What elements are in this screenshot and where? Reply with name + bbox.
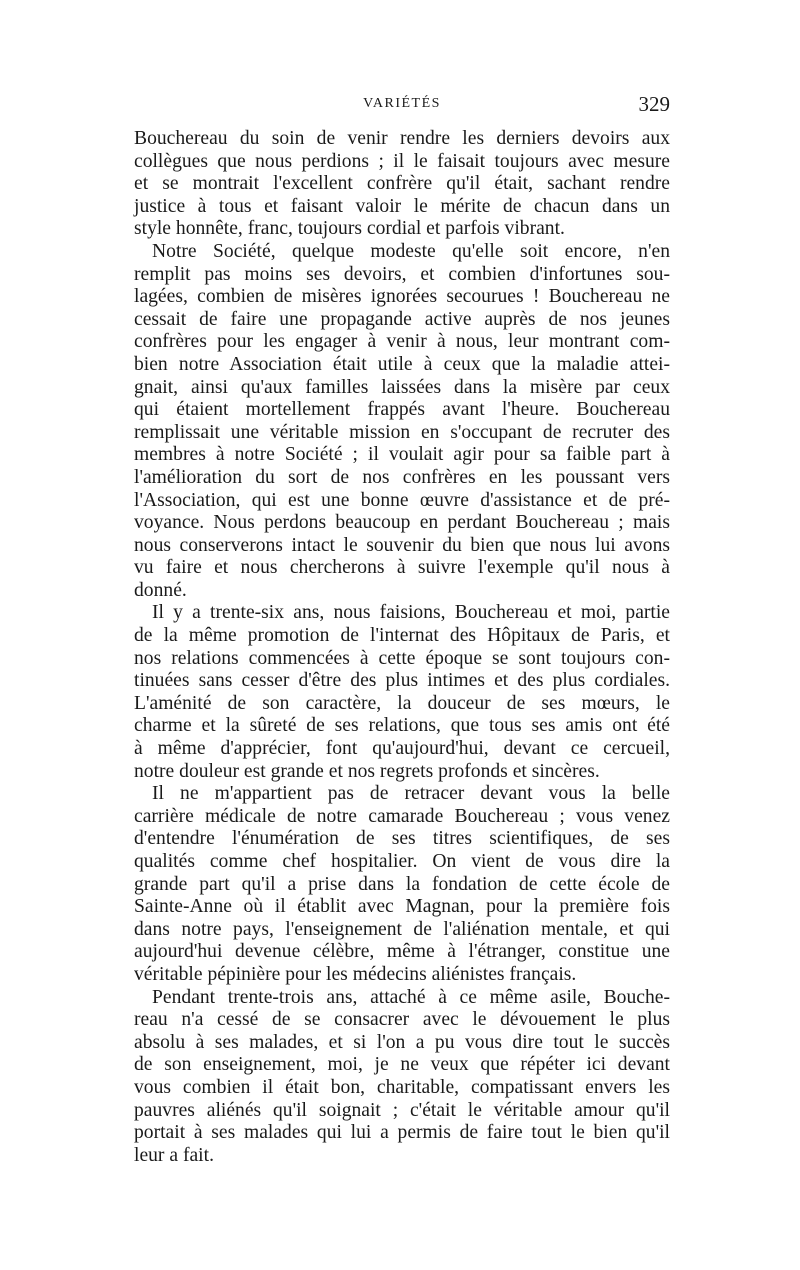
paragraph-5: [134, 987, 670, 1168]
text-line: pauvres aliénés qu'il soignait ; c'était le véritable amour qu'il: [134, 1099, 670, 1121]
text-line: de la même promotion de l'internat des Hôpitaux de Paris, et: [134, 625, 670, 647]
text-line: remplissait une véritable mission en s'occupant de recruter des: [134, 421, 670, 443]
text-line: bien notre Association était utile à ceux que la maladie attei-: [134, 353, 670, 375]
text-line: Notre Société, quelque modeste qu'elle soit encore, n'en: [152, 240, 670, 262]
text-line: justice à tous et faisant valoir le mérite de chacun dans un: [134, 195, 670, 217]
text-line: d'entendre l'énumération de ses titres scientifiques, de ses: [134, 828, 670, 850]
text-line: Il ne m'appartient pas de retracer devant vous la belle: [152, 783, 670, 805]
text-line: qui étaient mortellement frappés avant l'heure. Bouchereau: [134, 399, 670, 421]
text-line: portait à ses malades qui lui a permis de faire tout le bien qu'il: [134, 1122, 670, 1144]
text-line: carrière médicale de notre camarade Bouchereau ; vous venez: [134, 805, 670, 827]
text-line: grande part qu'il a prise dans la fondation de cette école de: [134, 873, 670, 895]
text-line: à même d'apprécier, font qu'aujourd'hui, devant ce cercueil,: [134, 738, 670, 760]
text-line: de son enseignement, moi, je ne veux que répéter ici devant: [134, 1054, 670, 1076]
text-line: Pendant trente-trois ans, attaché à ce même asile, Bouche-: [152, 986, 670, 1008]
text-line: gnait, ainsi qu'aux familles laissées dans la misère par ceux: [134, 376, 670, 398]
text-line: charme et la sûreté de ses relations, que tous ses amis ont été: [134, 715, 670, 737]
text-line: dans notre pays, l'enseignement de l'aliénation mentale, et qui: [134, 918, 670, 940]
text-line: donné.: [134, 579, 187, 601]
page-number: 329: [638, 92, 670, 116]
paragraph-1: [134, 128, 670, 241]
text-line: tinuées sans cesser d'être des plus intimes et des plus cordiales.: [134, 670, 670, 692]
text-line: nous conserverons intact le souvenir du bien que nous lui avons: [134, 534, 670, 556]
text-line: notre douleur est grande et nos regrets profonds et sincères.: [134, 760, 600, 782]
text-line: Bouchereau du soin de venir rendre les derniers devoirs aux: [134, 128, 670, 149]
text-line: leur a fait.: [134, 1144, 214, 1166]
text-line: l'amélioration du sort de nos confrères en les poussant vers: [134, 466, 670, 488]
text-line: véritable pépinière pour les médecins aliénistes français.: [134, 963, 577, 985]
text-line: reau n'a cessé de se consacrer avec le dévouement le plus: [134, 1009, 670, 1031]
text-line: vous combien il était bon, charitable, compatissant envers les: [134, 1076, 670, 1098]
text-line: et se montrait l'excellent confrère qu'il était, sachant rendre: [134, 173, 670, 195]
text-line: absolu à ses malades, et si l'on a pu vous dire tout le succès: [134, 1031, 670, 1053]
text-line: voyance. Nous perdons beaucoup en perdant Bouchereau ; mais: [134, 512, 670, 534]
paragraph-3: [134, 602, 670, 783]
text-line: membres à notre Société ; il voulait agir pour sa faible part à: [134, 444, 670, 466]
paragraph-4: [134, 783, 670, 986]
text-line: collègues que nous perdions ; il le faisait toujours avec mesure: [134, 150, 670, 172]
text-line: Il y a trente-six ans, nous faisions, Bouchereau et moi, partie: [152, 602, 670, 624]
text-line: cessait de faire une propagande active auprès de nos jeunes: [134, 308, 670, 330]
body-text: [134, 128, 670, 1167]
running-title: VARIÉTÉS: [363, 96, 441, 111]
text-line: remplit pas moins ses devoirs, et combien d'infortunes sou-: [134, 263, 670, 285]
text-line: l'Association, qui est une bonne œuvre d'assistance et de pré-: [134, 489, 670, 511]
paragraph-2: [134, 241, 670, 603]
text-line: confrères pour les engager à venir à nous, leur montrant com-: [134, 331, 670, 353]
text-line: Sainte-Anne où il établit avec Magnan, pour la première fois: [134, 896, 670, 918]
text-line: aujourd'hui devenue célèbre, même à l'étranger, constitue une: [134, 941, 670, 963]
text-line: qualités comme chef hospitalier. On vient de vous dire la: [134, 851, 670, 872]
running-head: [134, 92, 670, 116]
text-line: L'aménité de son caractère, la douceur de ses mœurs, le: [134, 692, 670, 714]
text-line: vu faire et nous chercherons à suivre l'exemple qu'il nous à: [134, 557, 670, 579]
text-line: style honnête, franc, toujours cordial et parfois vibrant.: [134, 218, 565, 240]
text-line: nos relations commencées à cette époque se sont toujours con-: [134, 647, 670, 669]
text-line: lagées, combien de misères ignorées secourues ! Bouchereau ne: [134, 286, 670, 308]
